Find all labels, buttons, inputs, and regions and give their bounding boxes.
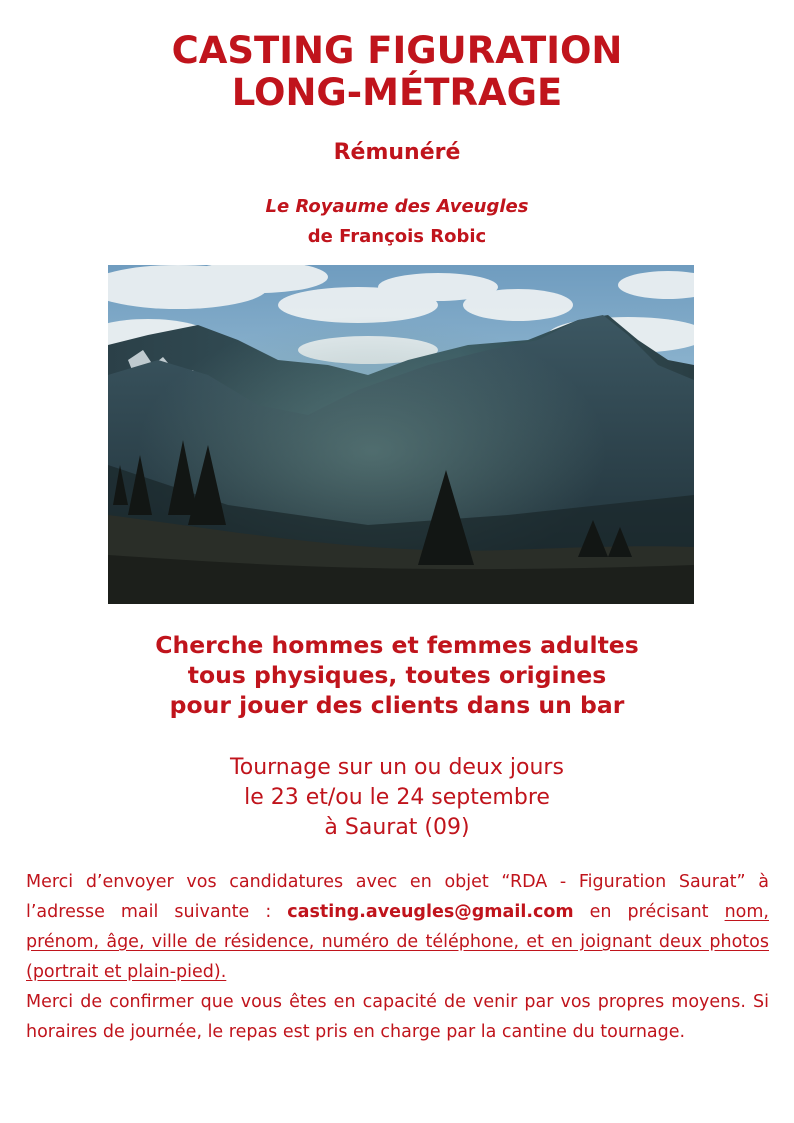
seeking-line-2: tous physiques, toutes origines [187,661,607,689]
title-line-2: LONG-MÉTRAGE [231,71,563,114]
title-line-1: CASTING FIGURATION [171,29,623,72]
film-director: de François Robic [307,226,487,247]
film-title: Le Royaume des Aveugles [265,196,529,217]
paid-label: Rémunéré [333,140,461,165]
seeking-line-3: pour jouer des clients dans un bar [169,691,625,719]
shooting-line-2: le 23 et/ou le 24 septembre [244,785,550,810]
poster-title [0,30,794,114]
mountain-landscape-photo [108,265,694,604]
film-credit [0,192,794,252]
application-instructions [26,867,769,1047]
instructions-text-a: Merci d’envoyer vos candidatures avec en objet “RDA - Figuration Saurat” à l’adresse mail suivante : [26,872,769,922]
required-info: nom, prénom, âge, ville de résidence, numéro de téléphone, et en joignant deux photos (portrait et plain-pied). [26,902,769,982]
shooting-line-3: à Saurat (09) [324,815,470,840]
instructions-text-b: en précisant [573,902,725,922]
instructions-paragraph-2: Merci de confirmer que vous êtes en capacité de venir par vos propres moyens. Si horaires de journée, le repas est pris en charge par la cantine du tournage. [26,992,769,1042]
seeking-line-1: Cherche hommes et femmes adultes [155,631,639,659]
shooting-line-1: Tournage sur un ou deux jours [230,755,564,780]
instructions-paragraph-1 [26,867,769,987]
casting-requirements [0,630,794,720]
contact-email[interactable]: casting.aveugles@gmail.com [287,902,574,922]
shooting-details [0,753,794,843]
